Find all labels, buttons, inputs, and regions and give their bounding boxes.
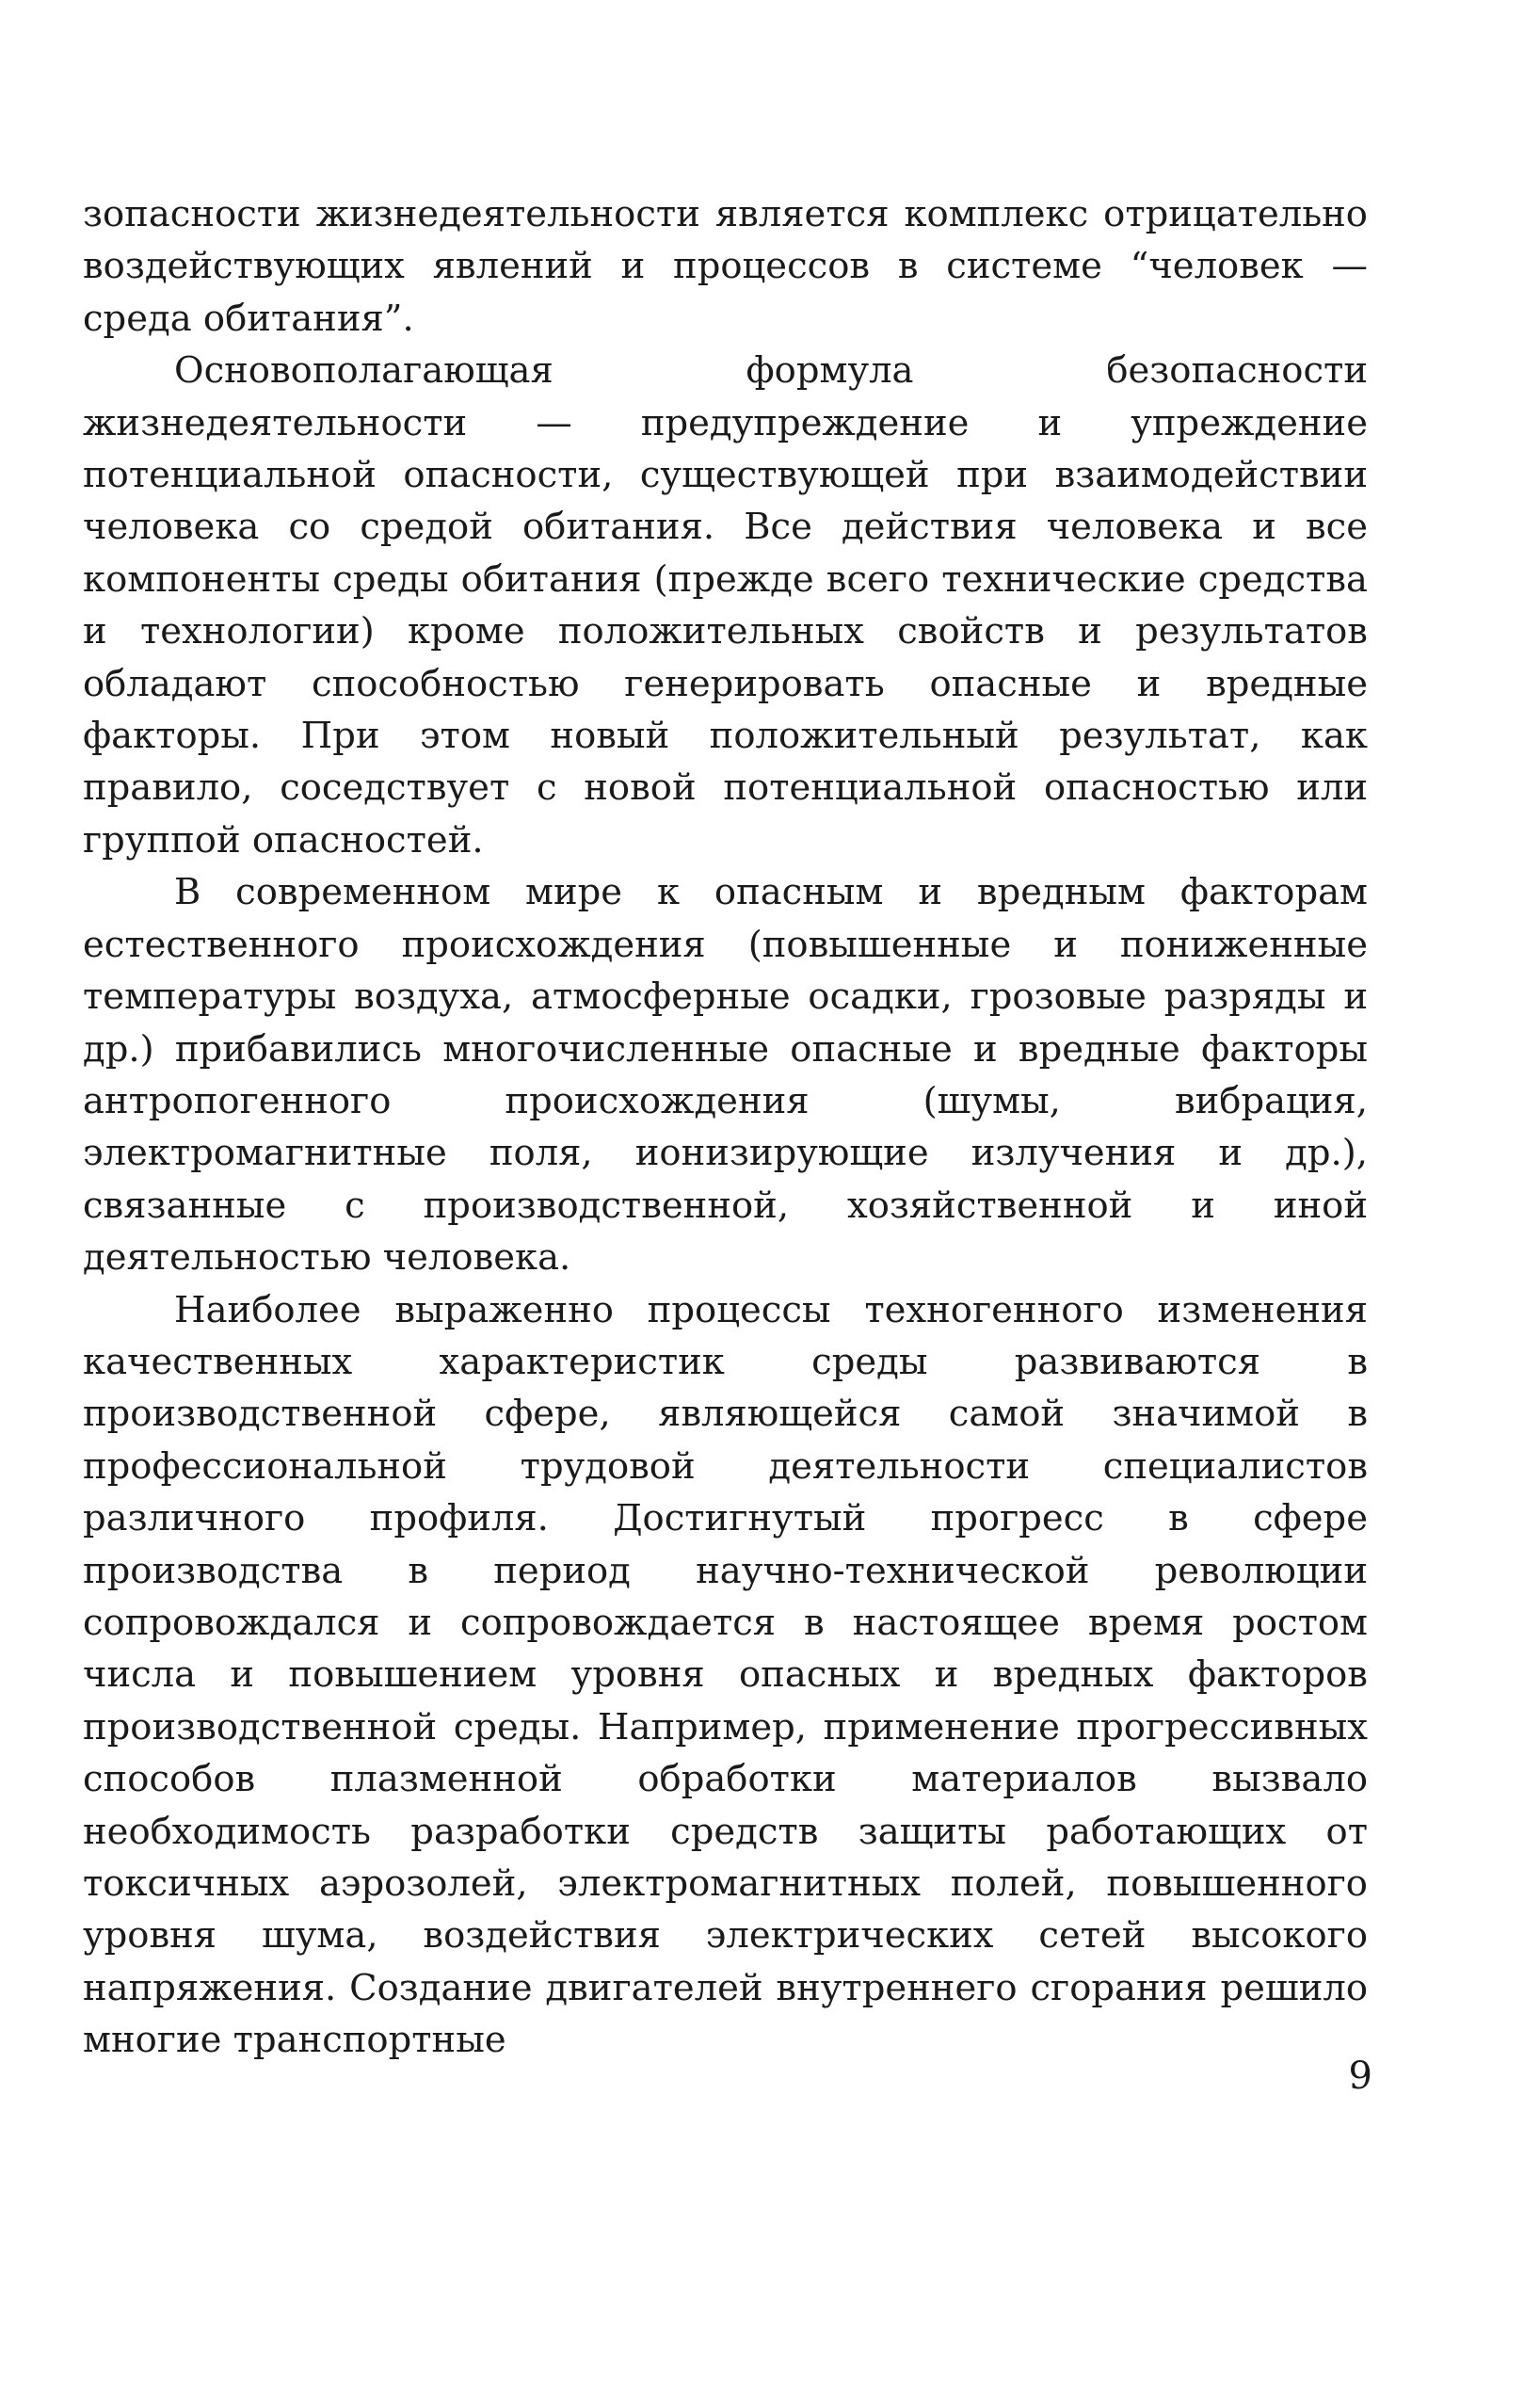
paragraph-2: Основополагающая формула безопасности жизнедеятельности — предупреждение и упреждение потенциальной опасности, существующей при взаимодействии человека со средой обитания. Все действия человека и все компоненты среды обитания (прежде всего технические средства и технологии) кроме положительных свойств и результатов обладают способностью генерировать опасные и вредные факторы. При этом новый положительный результат, как правило, соседствует с новой потенциальной опасностью или группой опасностей. (83, 349, 1368, 862)
body-text (83, 188, 1368, 2067)
paragraph-4: Наиболее выраженно процессы техногенного изменения качественных характеристик среды развиваются в производственной сфере, являющейся самой значимой в профессиональной трудовой деятельности специалистов различного профиля. Достигнутый прогресс в сфере производства в период научно-технической революции сопровождался и сопровождается в настоящее время ростом числа и повышением уровня опасных и вредных факторов производственной среды. Например, применение прогрессивных способов плазменной обработки материалов вызвало необходимость разработки средств защиты работающих от токсичных аэрозолей, электромагнитных полей, повышенного уровня шума, воздействия электрических сетей высокого напряжения. Создание двигателей внутреннего сгорания решило многие транспортные (83, 1288, 1368, 2062)
page-number: 9 (1348, 2055, 1372, 2098)
paragraph-1: зопасности жизнедеятельности является комплекс отрицательно воздействующих явлений и процессов в системе “человек — среда обитания”. (83, 193, 1368, 340)
paragraph-3: В современном мире к опасным и вредным факторам естественного происхождения (повышенные и пониженные температуры воздуха, атмосферные осадки, грозовые разряды и др.) прибавились многочисленные опасные и вредные факторы антропогенного происхождения (шумы, вибрация, электромагнитные поля, ионизирующие излучения и др.), связанные с производственной, хозяйственной и иной деятельностью человека. (83, 871, 1368, 1280)
